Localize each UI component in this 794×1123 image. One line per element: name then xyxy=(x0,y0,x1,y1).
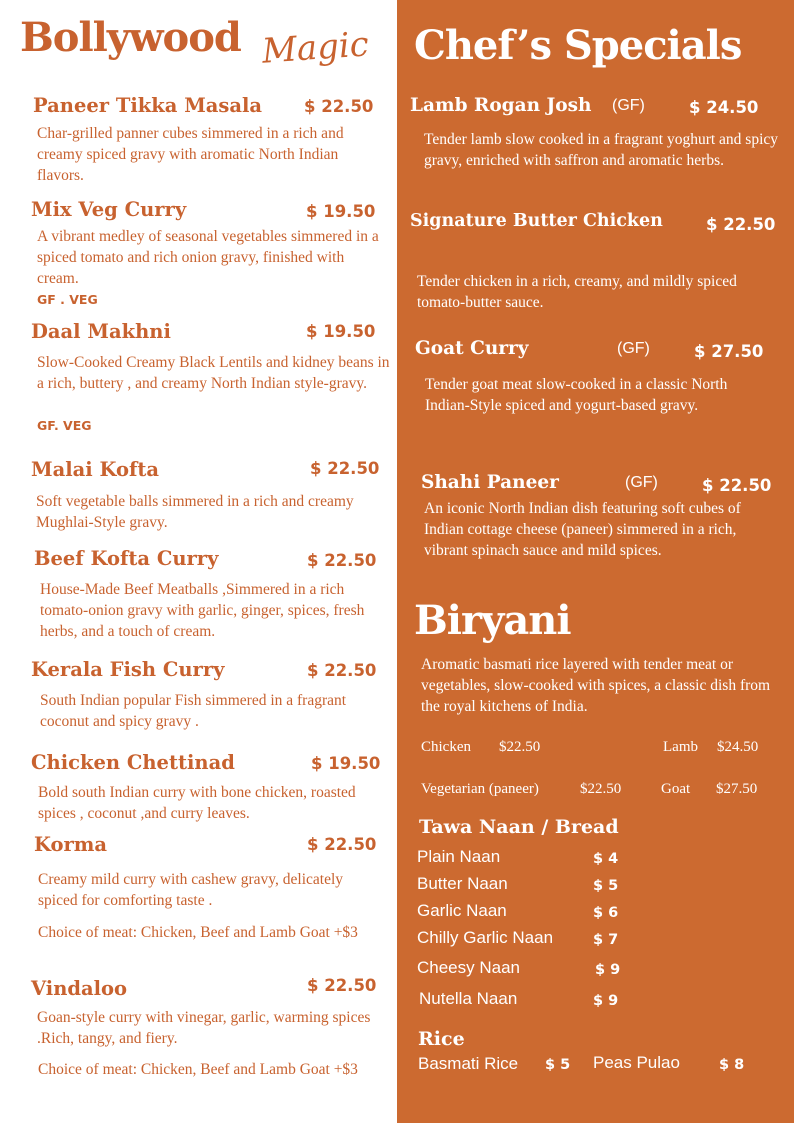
naan-item-name: Garlic Naan xyxy=(417,901,507,920)
special-name: Shahi Paneer xyxy=(421,472,559,493)
naan-item-name: Butter Naan xyxy=(417,874,508,893)
rice-item-name: Peas Pulao xyxy=(593,1053,680,1072)
special-name: Lamb Rogan Josh xyxy=(410,95,592,116)
dish-description: Goan-style curry with vinegar, garlic, warming spices .Rich, tangy, and fiery. xyxy=(37,1009,371,1047)
naan-item-price: $ 7 xyxy=(593,932,619,948)
naan-item-name: Plain Naan xyxy=(417,847,501,866)
special-price: $ 22.50 xyxy=(702,476,772,495)
dish-description: Creamy mild curry with cashew gravy, delicately spiced for comforting taste . xyxy=(38,871,344,909)
dish-name: Chicken Chettinad xyxy=(31,751,235,774)
special-description: Tender goat meat slow-cooked in a classic North Indian-Style spiced and yogurt-based gravy. xyxy=(425,376,728,414)
dish-description: A vibrant medley of seasonal vegetables simmered in a spiced tomato and rich onion gravy, finished with cream. xyxy=(37,228,379,287)
dish-name: Kerala Fish Curry xyxy=(31,658,225,681)
biryani-option-price: $22.50 xyxy=(499,739,541,755)
special-price: $ 27.50 xyxy=(694,342,764,361)
dish-name: Daal Makhni xyxy=(31,320,171,343)
rice-section-title: Rice xyxy=(418,1028,465,1050)
naan-item-name: Cheesy Naan xyxy=(417,958,521,977)
special-price: $ 24.50 xyxy=(689,98,759,117)
biryani-option-price: $27.50 xyxy=(716,781,758,797)
gf-label: (GF) xyxy=(625,474,658,491)
dish-price: $ 19.50 xyxy=(306,202,376,221)
dish-name: Paneer Tikka Masala xyxy=(33,94,263,117)
menu-title: Bollywood xyxy=(20,14,241,61)
dish-name: Mix Veg Curry xyxy=(31,198,187,221)
gf-label: (GF) xyxy=(612,97,645,114)
dish-price: $ 22.50 xyxy=(307,551,377,570)
special-name: Signature Butter Chicken xyxy=(410,211,663,231)
dish-price: $ 22.50 xyxy=(307,976,377,995)
naan-item-price: $ 6 xyxy=(593,905,619,921)
dish-name: Beef Kofta Curry xyxy=(34,547,219,570)
dish-description: Soft vegetable balls simmered in a rich and creamy Mughlai-Style gravy. xyxy=(36,493,354,531)
dish-price: $ 22.50 xyxy=(304,97,374,116)
dish-price: $ 19.50 xyxy=(311,754,381,773)
special-description: Tender chicken in a rich, creamy, and mildly spiced tomato-butter sauce. xyxy=(417,273,737,311)
special-name: Goat Curry xyxy=(415,338,529,359)
biryani-title: Biryani xyxy=(414,597,571,644)
biryani-description: Aromatic basmati rice layered with tender meat or vegetables, slow-cooked with spices, a classic dish from the royal kitchens of India. xyxy=(421,656,771,715)
specials-title: Chef’s Specials xyxy=(414,22,742,69)
biryani-option-name: Vegetarian (paneer) xyxy=(421,781,539,797)
dish-price: $ 22.50 xyxy=(307,835,377,854)
naan-item-price: $ 9 xyxy=(595,962,621,978)
menu-title-script: Magic xyxy=(260,24,371,72)
dish-name: Korma xyxy=(34,833,108,856)
special-price: $ 22.50 xyxy=(706,215,776,234)
dish-description: Bold south Indian curry with bone chicken, roasted spices , coconut ,and curry leaves. xyxy=(38,784,356,822)
dish-description: South Indian popular Fish simmered in a fragrant coconut and spicy gravy . xyxy=(40,692,347,730)
naan-item-price: $ 4 xyxy=(593,851,619,867)
dish-description: Char-grilled panner cubes simmered in a rich and creamy spiced gravy with aromatic North Indian flavors. xyxy=(37,125,344,184)
biryani-option-name: Goat xyxy=(661,781,691,797)
dish-price: $ 22.50 xyxy=(307,661,377,680)
biryani-option-price: $24.50 xyxy=(717,739,759,755)
meat-choice-note: Choice of meat: Chicken, Beef and Lamb Goat +$3 xyxy=(38,1061,358,1078)
biryani-option-price: $22.50 xyxy=(580,781,622,797)
naan-section-title: Tawa Naan / Bread xyxy=(419,816,619,838)
naan-item-price: $ 9 xyxy=(593,993,619,1009)
dish-price: $ 19.50 xyxy=(306,322,376,341)
gf-label: (GF) xyxy=(617,340,650,357)
dish-description: Slow-Cooked Creamy Black Lentils and kidney beans in a rich, buttery , and creamy North Indian style-gravy. xyxy=(37,354,390,392)
dish-description: House-Made Beef Meatballs ,Simmered in a rich tomato-onion gravy with garlic, ginger, spices, fresh herbs, and a touch of cream. xyxy=(40,581,365,640)
rice-item-name: Basmati Rice xyxy=(418,1054,519,1073)
biryani-option-name: Chicken xyxy=(421,739,471,755)
meat-choice-note: Choice of meat: Chicken, Beef and Lamb Goat +$3 xyxy=(38,924,358,941)
naan-item-name: Chilly Garlic Naan xyxy=(417,928,554,947)
dietary-tag: GF. VEG xyxy=(37,418,92,433)
dish-name: Vindaloo xyxy=(31,977,128,1000)
dietary-tag: GF . VEG xyxy=(37,292,98,307)
rice-item-price: $ 8 xyxy=(719,1057,745,1073)
rice-item-price: $ 5 xyxy=(545,1057,571,1073)
dish-name: Malai Kofta xyxy=(31,458,160,481)
special-description: Tender lamb slow cooked in a fragrant yoghurt and spicy gravy, enriched with saffron and aromatic herbs. xyxy=(424,131,779,169)
dish-price: $ 22.50 xyxy=(310,459,380,478)
naan-item-name: Nutella Naan xyxy=(419,989,518,1008)
biryani-option-name: Lamb xyxy=(663,739,698,755)
naan-item-price: $ 5 xyxy=(593,878,619,894)
special-description: An iconic North Indian dish featuring soft cubes of Indian cottage cheese (paneer) simmered in a rich, vibrant spinach sauce and mild spices. xyxy=(424,500,741,559)
